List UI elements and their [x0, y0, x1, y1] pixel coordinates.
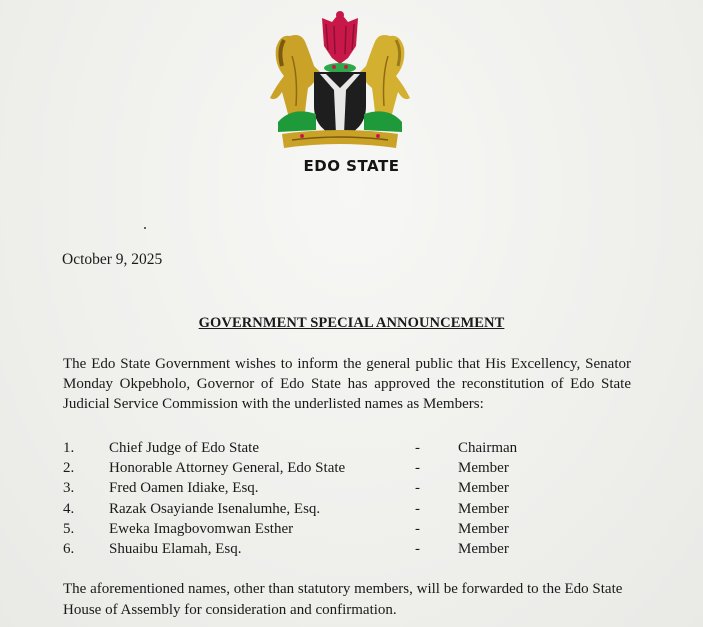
- separator: -: [415, 460, 420, 477]
- member-name: Honorable Attorney General, Edo State: [109, 460, 346, 477]
- letter-date: October 9, 2025: [62, 251, 163, 268]
- list-item: [63, 458, 583, 478]
- item-number: 3.: [63, 480, 75, 497]
- member-role: Member: [458, 460, 509, 477]
- member-name: Shuaibu Elamah, Esq.: [109, 540, 242, 557]
- list-item: [63, 438, 583, 458]
- state-name: EDO STATE: [303, 157, 400, 175]
- item-number: 6.: [63, 540, 75, 557]
- separator: -: [415, 500, 420, 517]
- member-role: Member: [458, 540, 509, 557]
- member-name: Razak Osayiande Isenalumhe, Esq.: [109, 500, 321, 517]
- member-role: Member: [458, 520, 509, 537]
- closing-paragraph: The aforementioned names, other than statutory members, will be forwarded to the Edo State House of Assembly for consideration and confirmation.: [63, 581, 623, 618]
- list-item: [63, 539, 583, 559]
- member-role: Member: [458, 480, 509, 497]
- announcement-title: GOVERNMENT SPECIAL ANNOUNCEMENT: [198, 315, 505, 331]
- separator: -: [415, 540, 420, 557]
- coat-of-arms-icon: [262, 6, 418, 154]
- list-item: [63, 499, 583, 519]
- item-number: 2.: [63, 460, 75, 477]
- member-name: Fred Oamen Idiake, Esq.: [109, 480, 259, 497]
- members-list: [63, 438, 583, 559]
- shield-icon: [314, 72, 366, 138]
- list-item: [63, 478, 583, 498]
- scan-speck: [144, 227, 146, 229]
- member-role: Chairman: [458, 440, 518, 456]
- separator: -: [415, 480, 420, 497]
- left-horse-icon: [270, 35, 320, 122]
- member-name: Chief Judge of Edo State: [109, 440, 259, 456]
- intro-paragraph: The Edo State Government wishes to inform the general public that His Excellency, Senator Monday Okpebholo, Governor of Edo State has approved the reconstitution of Edo State Judicial Service Commission with the underlisted names as Members:: [63, 356, 631, 412]
- separator: -: [415, 520, 420, 537]
- member-name: Eweka Imagbovomwan Esther: [109, 520, 294, 537]
- separator: -: [415, 440, 420, 456]
- member-role: Member: [458, 500, 509, 517]
- item-number: 1.: [63, 440, 75, 456]
- eagle-icon: [322, 11, 358, 64]
- list-item: [63, 519, 583, 539]
- item-number: 4.: [63, 500, 75, 517]
- item-number: 5.: [63, 520, 75, 537]
- right-horse-icon: [360, 35, 410, 122]
